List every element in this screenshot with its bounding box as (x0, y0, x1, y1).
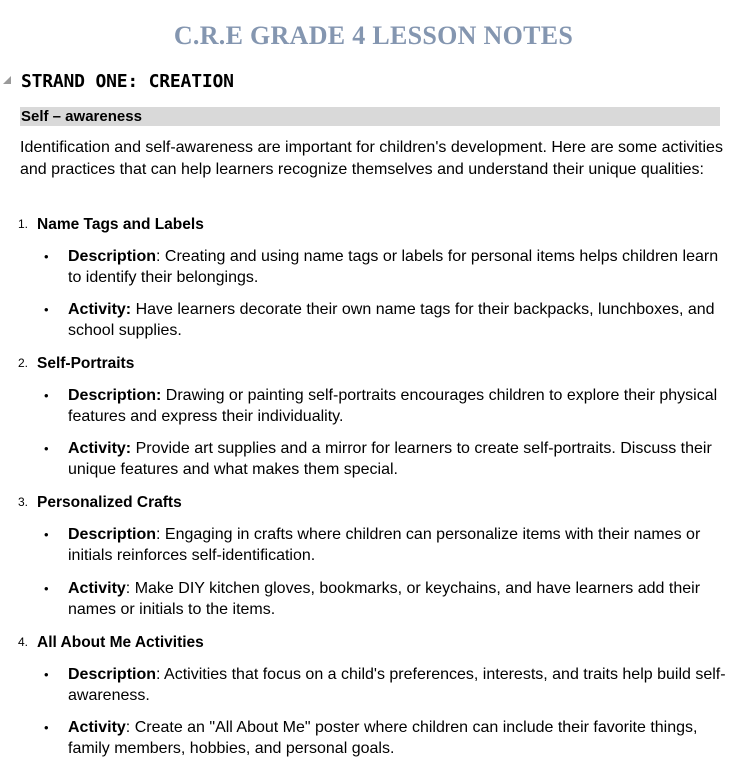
item-term: Activity (68, 580, 126, 597)
section-number: 4. (18, 635, 29, 649)
section-number: 2. (18, 356, 29, 370)
item-text: : Create an "All About Me" poster where children can include their favorite things, family members, hobbies, and personal goals. (68, 719, 698, 757)
bullet-icon: • (44, 667, 49, 682)
item-text: : Engaging in crafts where children can personalize items with their names or initials reinforces self-identification. (68, 526, 701, 564)
item-text: Provide art supplies and a mirror for learners to create self-portraits. Discuss their unique features and what makes them special. (68, 440, 712, 478)
item-term: Activity: (68, 301, 132, 318)
bullet-icon: • (44, 581, 49, 596)
section-title: All About Me Activities (37, 634, 204, 651)
bullet-icon: • (44, 388, 49, 403)
strand-heading: STRAND ONE: CREATION (21, 71, 234, 92)
bullet-icon: • (44, 441, 49, 456)
section-heading-4 (18, 632, 204, 653)
item-term: Description: (68, 387, 162, 404)
item-term: Description (68, 526, 157, 543)
bullet-icon: • (44, 720, 49, 735)
section-number: 3. (18, 495, 29, 509)
section-number: 1. (18, 217, 29, 231)
document-title: C.R.E GRADE 4 LESSON NOTES (173, 21, 574, 50)
item-text: : Activities that focus on a child's preferences, interests, and traits help build self-awareness. (68, 666, 726, 704)
list-item (44, 664, 728, 706)
item-term: Description (68, 666, 157, 683)
list-item (44, 578, 728, 620)
bullet-icon: • (44, 249, 49, 264)
collapse-triangle-icon[interactable] (3, 76, 11, 84)
item-term: Activity (68, 719, 126, 736)
section-heading-3 (18, 492, 182, 513)
section-heading-1 (18, 214, 204, 235)
list-item (44, 385, 728, 427)
intro-paragraph: Identification and self-awareness are important for children's development. Here are some activities and practices that can help learners recognize themselves and understand their unique qualities: (20, 139, 723, 178)
section-title: Self-Portraits (37, 355, 135, 372)
section-title: Personalized Crafts (37, 494, 182, 511)
list-item (44, 299, 728, 341)
sub-strand-heading: Self – awareness (20, 107, 720, 126)
bullet-icon: • (44, 527, 49, 542)
item-text: Have learners decorate their own name tags for their backpacks, lunchboxes, and school supplies. (68, 301, 715, 339)
item-text: Drawing or painting self-portraits encourages children to explore their physical features and express their individuality. (68, 387, 718, 425)
list-item (44, 524, 728, 566)
section-heading-2 (18, 353, 134, 374)
item-text: : Creating and using name tags or labels for personal items helps children learn to identify their belongings. (68, 248, 719, 286)
list-item (44, 246, 728, 288)
bullet-icon: • (44, 302, 49, 317)
item-term: Activity: (68, 440, 132, 457)
list-item (44, 438, 728, 480)
item-term: Description (68, 248, 157, 265)
item-text: : Make DIY kitchen gloves, bookmarks, or keychains, and have learners add their names or initials to the items. (68, 580, 701, 618)
section-title: Name Tags and Labels (37, 216, 204, 233)
list-item (44, 717, 728, 759)
